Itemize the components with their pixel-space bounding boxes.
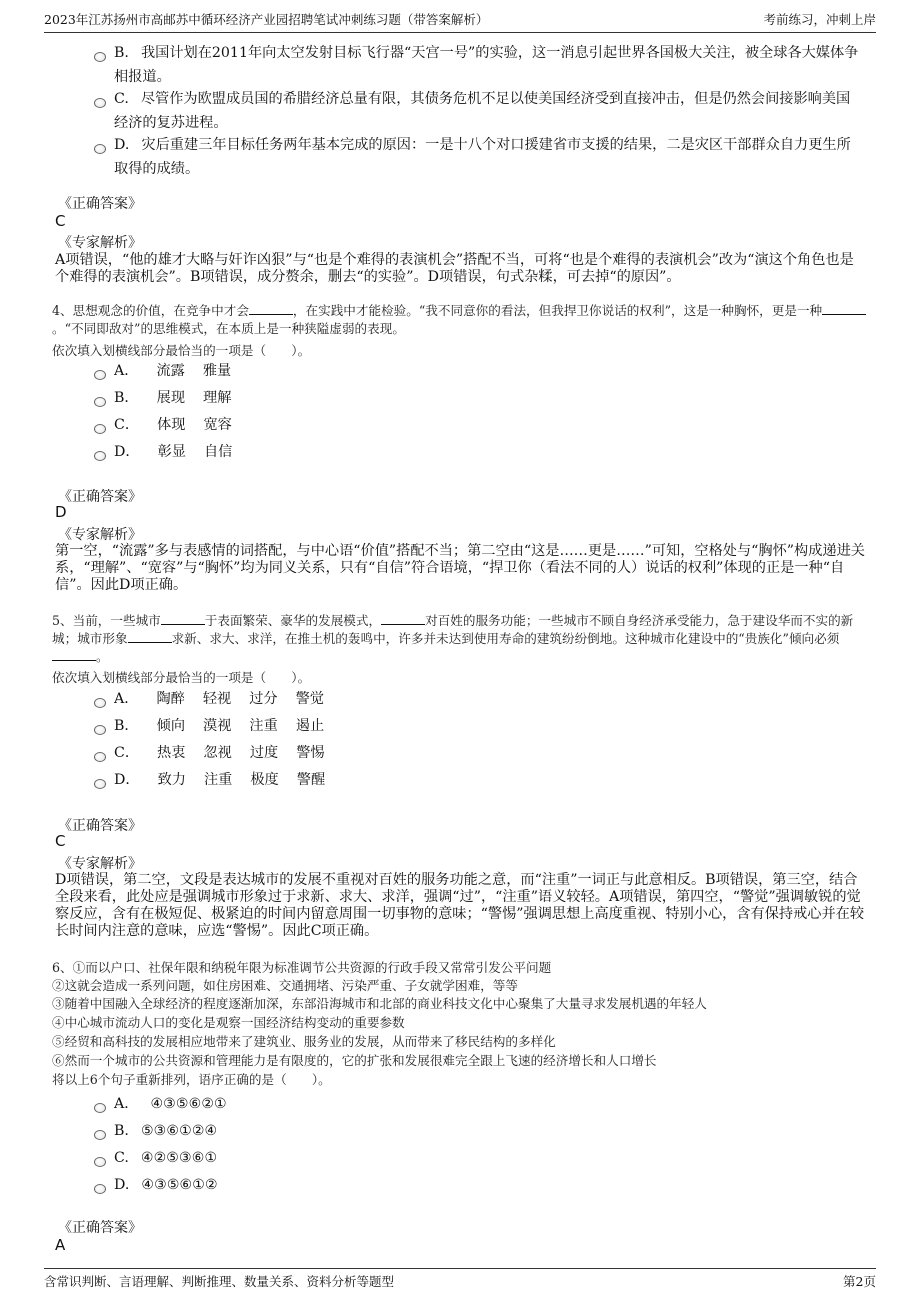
page-footer <box>44 1268 876 1293</box>
blank-line <box>52 648 96 661</box>
q6-sentence-1: 6、①而以户口、社保年限和纳税年限为标准调节公共资源的行政手段又常常引发公平问题 <box>52 960 552 975</box>
q6-sentence-2: ②这就会造成一系列问题，如住房困难、交通拥堵、污染严重、子女就学困难，等等 <box>52 978 518 993</box>
q6-option-c[interactable]: C. ④②⑤③⑥① <box>94 1147 864 1171</box>
blank-line <box>381 612 425 625</box>
radio-icon[interactable] <box>94 52 106 62</box>
correct-answer-label: 《正确答案》 <box>58 818 142 834</box>
q6-sentence-5: ⑤经贸和高科技的发展相应地带来了建筑业、服务业的发展，从而带来了移民结构的多样化 <box>52 1034 556 1049</box>
document-title: 2023年江苏扬州市高邮苏中循环经济产业园招聘笔试冲刺练习题（带答案解析） <box>44 12 489 27</box>
q3-option-b[interactable]: B. 我国计划在2011年向太空发射目标飞行器“天宫一号”的实验，这一消息引起世界各国极大关注，被全球各大媒体争相报道。 <box>94 42 864 89</box>
correct-answer-label: 《正确答案》 <box>58 196 142 212</box>
q3-answer: C <box>55 212 66 230</box>
expert-analysis-label: 《专家解析》 <box>58 527 142 543</box>
q5-prompt: 依次填入划横线部分最恰当的一项是（ ）。 <box>52 670 311 685</box>
blank-line <box>249 302 293 315</box>
q5-stem: 5、当前，一些城市 于表面繁荣、豪华的发展模式， 对百姓的服务功能；一些城市不顾自身经济承受能力，急于建设华而不实的新城；城市形象 求新、求大、求洋，在推土机的轰鸣中，许多并未达到使用寿命的建筑纷纷倒地。这种城市化建设中的“贵族化”倾向必须。 <box>52 613 854 664</box>
radio-icon[interactable] <box>94 370 106 380</box>
radio-icon[interactable] <box>94 1130 106 1140</box>
page-header <box>44 10 876 33</box>
q4-answer: D <box>55 503 67 521</box>
expert-analysis-label: 《专家解析》 <box>58 235 142 251</box>
q6-prompt: 将以上6个句子重新排列，语序正确的是（ ）。 <box>52 1072 331 1087</box>
q4-analysis: 第一空，“流露”多与表感情的词搭配，与中心语“价值”搭配不当；第二空由“这是……更是……”可知，空格处与“胸怀”构成递进关系，“理解”、“宽容”与“胸怀”均为同义关系，只有“自信”符合语境，“捍卫你（看法不同的人）说话的权利”体现的正是一种“自信”。因此D项正确。 <box>55 543 865 593</box>
q4-prompt: 依次填入划横线部分最恰当的一项是（ ）。 <box>52 343 311 358</box>
q6-option-a[interactable]: A． ④③⑤⑥②① <box>94 1093 864 1117</box>
q5-option-c[interactable]: C． 热衷 忽视 过度 警惕 <box>94 742 864 766</box>
q5-option-b[interactable]: B． 倾向 漠视 注重 遏止 <box>94 715 864 739</box>
q6-option-b[interactable]: B. ⑤③⑥①②④ <box>94 1120 864 1144</box>
page-number: 第2页 <box>843 1274 876 1289</box>
q6-sentence-6: ⑥然而一个城市的公共资源和管理能力是有限度的，它的扩张和发展很难完全跟上飞速的经济增长和人口增长 <box>52 1053 657 1068</box>
radio-icon[interactable] <box>94 1157 106 1167</box>
q6-sentence-4: ④中心城市流动人口的变化是观察一国经济结构变动的重要参数 <box>52 1015 405 1030</box>
q4-stem: 4、思想观念的价值，在竞争中才会 ，在实践中才能检验。“我不同意你的看法，但我捍卫你说话的权利”，这是一种胸怀，更是一种。“不同即敌对”的思维模式，在本质上是一种狭隘虚弱的表现。 <box>52 302 872 338</box>
q4-option-a[interactable]: A． 流露 雅量 <box>94 360 864 384</box>
blank-line <box>128 630 172 643</box>
header-slogan: 考前练习，冲刺上岸 <box>763 12 876 27</box>
radio-icon[interactable] <box>94 698 106 708</box>
footer-topics: 含常识判断、言语理解、判断推理、数量关系、资料分析等题型 <box>44 1274 395 1289</box>
radio-icon[interactable] <box>94 144 106 154</box>
correct-answer-label: 《正确答案》 <box>58 489 142 505</box>
q4-option-c[interactable]: C． 体现 宽容 <box>94 414 864 438</box>
q3-option-c[interactable]: C. 尽管作为欧盟成员国的希腊经济总量有限，其债务危机不足以使美国经济受到直接冲击，但是仍然会间接影响美国经济的复苏进程。 <box>94 88 864 135</box>
correct-answer-label: 《正确答案》 <box>58 1220 142 1236</box>
q3-option-d[interactable]: D. 灾后重建三年目标任务两年基本完成的原因：一是十八个对口援建省市支援的结果，二是灾区干部群众自力更生所取得的成绩。 <box>94 134 864 181</box>
q4-option-b[interactable]: B． 展现 理解 <box>94 387 864 411</box>
radio-icon[interactable] <box>94 779 106 789</box>
q5-option-d[interactable]: D． 致力 注重 极度 警醒 <box>94 769 864 793</box>
radio-icon[interactable] <box>94 98 106 108</box>
blank-line <box>161 612 205 625</box>
radio-icon[interactable] <box>94 1184 106 1194</box>
radio-icon[interactable] <box>94 397 106 407</box>
q4-option-d[interactable]: D． 彰显 自信 <box>94 441 864 465</box>
radio-icon[interactable] <box>94 752 106 762</box>
q6-answer: A <box>55 1236 66 1254</box>
blank-line <box>822 302 866 315</box>
q3-analysis: A项错误，“他的雄才大略与奸诈凶狠”与“也是个难得的表演机会”搭配不当，可将“也是个难得的表演机会”改为“演这个角色也是个难得的表演机会”。B项错误，成分赘余，删去“的实验”。D项错误，句式杂糅，可去掉“的原因”。 <box>55 252 854 285</box>
radio-icon[interactable] <box>94 424 106 434</box>
radio-icon[interactable] <box>94 1103 106 1113</box>
expert-analysis-label: 《专家解析》 <box>58 856 142 872</box>
radio-icon[interactable] <box>94 451 106 461</box>
q5-answer: C <box>55 832 66 850</box>
q5-option-a[interactable]: A． 陶醉 轻视 过分 警觉 <box>94 688 864 712</box>
q6-sentence-3: ③随着中国融入全球经济的程度逐渐加深，东部沿海城市和北部的商业科技文化中心聚集了大量寻求发展机遇的年轻人 <box>52 996 707 1011</box>
q6-option-d[interactable]: D. ④③⑤⑥①② <box>94 1174 864 1198</box>
radio-icon[interactable] <box>94 725 106 735</box>
q5-analysis: D项错误，第二空，文段是表达城市的发展不重视对百姓的服务功能之意，而“注重”一词正与此意相反。B项错误，第三空，结合全段来看，此处应是强调城市形象过于求新、求大、求洋，强调“过”，“注重”语义较轻。A项错误，第四空，“警觉”强调敏锐的觉察反应，含有在极短促、极紧迫的时间内留意周围一切事物的意味；“警惕”强调思想上高度重视、特别小心，含有保持戒心并在较长时间内注意的意味，应选“警惕”。因此C项正确。 <box>55 872 865 939</box>
